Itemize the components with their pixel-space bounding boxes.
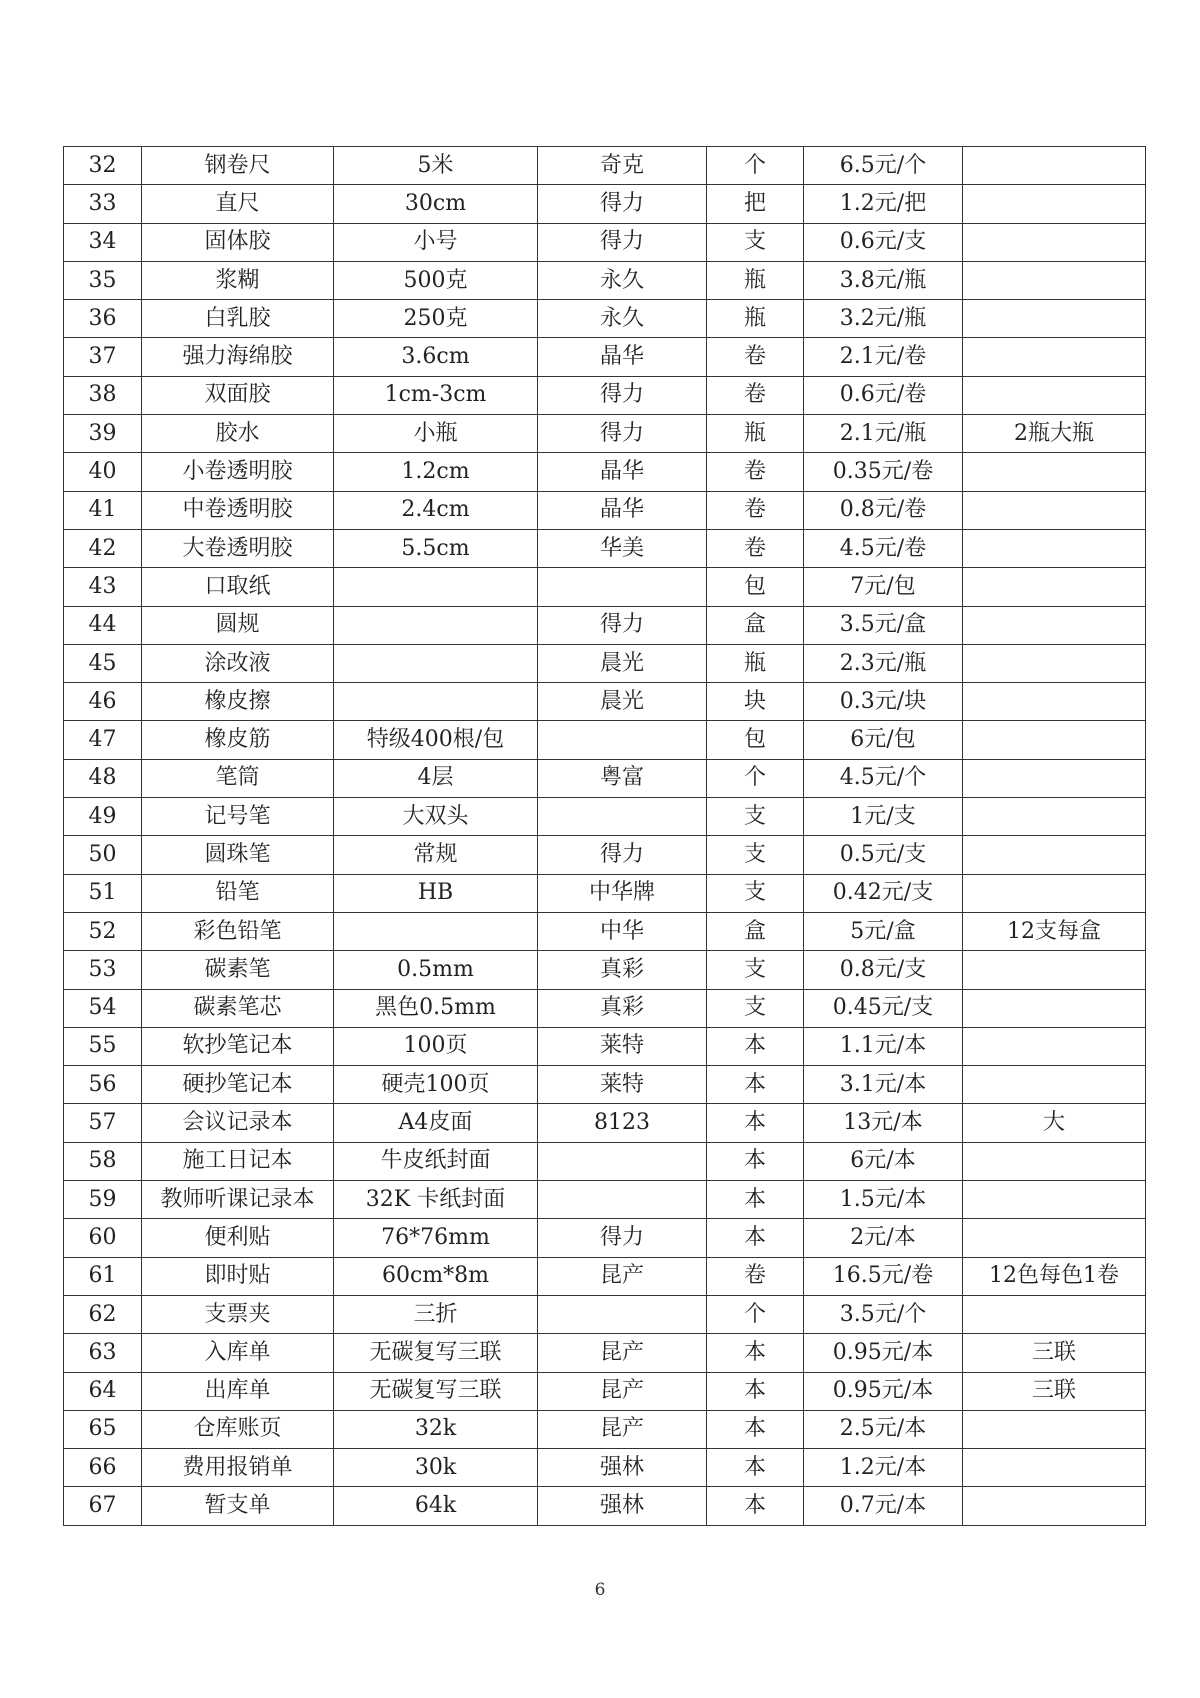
remark-cell	[963, 1066, 1146, 1104]
item-name-cell: 钢卷尺	[142, 147, 334, 185]
item-number-cell: 57	[64, 1104, 142, 1142]
remark-cell	[963, 951, 1146, 989]
remark-cell	[963, 568, 1146, 606]
brand-cell	[538, 1181, 707, 1219]
table-row	[64, 836, 1146, 874]
unit-cell: 本	[707, 1372, 804, 1410]
item-number-cell: 42	[64, 529, 142, 567]
brand-cell: 永久	[538, 261, 707, 299]
brand-cell	[538, 721, 707, 759]
brand-cell: 昆产	[538, 1372, 707, 1410]
spec-cell	[334, 568, 538, 606]
item-name-cell: 支票夹	[142, 1295, 334, 1333]
spec-cell: 0.5mm	[334, 951, 538, 989]
remark-cell	[963, 147, 1146, 185]
item-number-cell: 46	[64, 683, 142, 721]
item-number-cell: 45	[64, 644, 142, 682]
remark-cell	[963, 836, 1146, 874]
unit-price-cell: 0.8元/支	[804, 951, 963, 989]
item-name-cell: 白乳胶	[142, 300, 334, 338]
table-row	[64, 1295, 1146, 1333]
brand-cell: 中华	[538, 912, 707, 950]
unit-price-cell: 3.2元/瓶	[804, 300, 963, 338]
table-body	[64, 147, 1146, 1526]
unit-price-cell: 3.5元/个	[804, 1295, 963, 1333]
unit-price-cell: 2.3元/瓶	[804, 644, 963, 682]
unit-cell: 支	[707, 798, 804, 836]
table-row	[64, 721, 1146, 759]
table-row	[64, 223, 1146, 261]
unit-cell: 支	[707, 223, 804, 261]
table-row	[64, 1257, 1146, 1295]
item-number-cell: 61	[64, 1257, 142, 1295]
unit-cell: 本	[707, 1449, 804, 1487]
item-number-cell: 55	[64, 1027, 142, 1065]
item-name-cell: 会议记录本	[142, 1104, 334, 1142]
item-number-cell: 60	[64, 1219, 142, 1257]
spec-cell	[334, 644, 538, 682]
remark-cell	[963, 1295, 1146, 1333]
item-name-cell: 双面胶	[142, 376, 334, 414]
brand-cell: 晶华	[538, 453, 707, 491]
item-number-cell: 59	[64, 1181, 142, 1219]
table-row	[64, 1066, 1146, 1104]
remark-cell	[963, 376, 1146, 414]
unit-cell: 瓶	[707, 644, 804, 682]
table-row	[64, 912, 1146, 950]
unit-cell: 卷	[707, 491, 804, 529]
remark-cell	[963, 683, 1146, 721]
spec-cell: 2.4cm	[334, 491, 538, 529]
item-name-cell: 固体胶	[142, 223, 334, 261]
item-number-cell: 47	[64, 721, 142, 759]
unit-cell: 本	[707, 1410, 804, 1448]
brand-cell: 粤富	[538, 759, 707, 797]
brand-cell: 昆产	[538, 1334, 707, 1372]
unit-cell: 本	[707, 1104, 804, 1142]
unit-cell: 本	[707, 1142, 804, 1180]
brand-cell: 得力	[538, 606, 707, 644]
remark-cell	[963, 1449, 1146, 1487]
remark-cell	[963, 644, 1146, 682]
table-row	[64, 1449, 1146, 1487]
spec-cell: 64k	[334, 1487, 538, 1525]
unit-cell: 本	[707, 1066, 804, 1104]
remark-cell	[963, 1219, 1146, 1257]
item-number-cell: 38	[64, 376, 142, 414]
spec-cell: 76*76mm	[334, 1219, 538, 1257]
item-name-cell: 碳素笔芯	[142, 989, 334, 1027]
brand-cell: 昆产	[538, 1257, 707, 1295]
brand-cell: 得力	[538, 415, 707, 453]
spec-cell: 500克	[334, 261, 538, 299]
item-name-cell: 小卷透明胶	[142, 453, 334, 491]
remark-cell	[963, 491, 1146, 529]
table-row	[64, 415, 1146, 453]
remark-cell: 12色每色1卷	[963, 1257, 1146, 1295]
unit-price-cell: 13元/本	[804, 1104, 963, 1142]
unit-price-cell: 0.5元/支	[804, 836, 963, 874]
remark-cell	[963, 1487, 1146, 1525]
unit-cell: 瓶	[707, 300, 804, 338]
unit-cell: 个	[707, 1295, 804, 1333]
item-name-cell: 涂改液	[142, 644, 334, 682]
table-row	[64, 1104, 1146, 1142]
brand-cell: 真彩	[538, 989, 707, 1027]
unit-cell: 支	[707, 951, 804, 989]
remark-cell	[963, 721, 1146, 759]
item-number-cell: 62	[64, 1295, 142, 1333]
remark-cell	[963, 261, 1146, 299]
table-row	[64, 1410, 1146, 1448]
item-number-cell: 65	[64, 1410, 142, 1448]
spec-cell: 无碳复写三联	[334, 1372, 538, 1410]
item-number-cell: 48	[64, 759, 142, 797]
unit-price-cell: 1.1元/本	[804, 1027, 963, 1065]
remark-cell	[963, 453, 1146, 491]
item-number-cell: 40	[64, 453, 142, 491]
table-row	[64, 376, 1146, 414]
remark-cell	[963, 1410, 1146, 1448]
spec-cell: 1cm-3cm	[334, 376, 538, 414]
spec-cell: 3.6cm	[334, 338, 538, 376]
spec-cell: A4皮面	[334, 1104, 538, 1142]
spec-cell	[334, 912, 538, 950]
remark-cell	[963, 529, 1146, 567]
item-name-cell: 笔筒	[142, 759, 334, 797]
unit-price-cell: 4.5元/卷	[804, 529, 963, 567]
brand-cell	[538, 1295, 707, 1333]
table-row	[64, 491, 1146, 529]
unit-cell: 本	[707, 1181, 804, 1219]
unit-price-cell: 7元/包	[804, 568, 963, 606]
item-name-cell: 碳素笔	[142, 951, 334, 989]
brand-cell: 晶华	[538, 338, 707, 376]
table-row	[64, 1181, 1146, 1219]
spec-cell: 60cm*8m	[334, 1257, 538, 1295]
spec-cell: 30k	[334, 1449, 538, 1487]
brand-cell: 昆产	[538, 1410, 707, 1448]
item-number-cell: 54	[64, 989, 142, 1027]
brand-cell: 奇克	[538, 147, 707, 185]
item-name-cell: 记号笔	[142, 798, 334, 836]
item-name-cell: 浆糊	[142, 261, 334, 299]
spec-cell: 100页	[334, 1027, 538, 1065]
unit-price-cell: 0.35元/卷	[804, 453, 963, 491]
item-name-cell: 中卷透明胶	[142, 491, 334, 529]
spec-cell: 小瓶	[334, 415, 538, 453]
unit-cell: 卷	[707, 376, 804, 414]
item-number-cell: 52	[64, 912, 142, 950]
unit-cell: 卷	[707, 1257, 804, 1295]
remark-cell	[963, 338, 1146, 376]
unit-cell: 瓶	[707, 261, 804, 299]
unit-cell: 包	[707, 721, 804, 759]
item-number-cell: 37	[64, 338, 142, 376]
item-number-cell: 39	[64, 415, 142, 453]
unit-cell: 本	[707, 1027, 804, 1065]
item-number-cell: 41	[64, 491, 142, 529]
item-number-cell: 58	[64, 1142, 142, 1180]
item-name-cell: 胶水	[142, 415, 334, 453]
unit-price-cell: 6元/本	[804, 1142, 963, 1180]
spec-cell: 5.5cm	[334, 529, 538, 567]
spec-cell: 32k	[334, 1410, 538, 1448]
unit-price-cell: 1.5元/本	[804, 1181, 963, 1219]
item-number-cell: 50	[64, 836, 142, 874]
brand-cell: 强林	[538, 1449, 707, 1487]
brand-cell: 得力	[538, 376, 707, 414]
remark-cell: 12支每盒	[963, 912, 1146, 950]
unit-cell: 本	[707, 1219, 804, 1257]
item-number-cell: 66	[64, 1449, 142, 1487]
unit-price-cell: 0.3元/块	[804, 683, 963, 721]
item-name-cell: 彩色铅笔	[142, 912, 334, 950]
item-number-cell: 36	[64, 300, 142, 338]
unit-price-cell: 0.95元/本	[804, 1372, 963, 1410]
item-number-cell: 56	[64, 1066, 142, 1104]
item-number-cell: 67	[64, 1487, 142, 1525]
brand-cell: 晨光	[538, 683, 707, 721]
item-number-cell: 32	[64, 147, 142, 185]
spec-cell: 250克	[334, 300, 538, 338]
item-name-cell: 即时贴	[142, 1257, 334, 1295]
spec-cell: 小号	[334, 223, 538, 261]
table-row	[64, 453, 1146, 491]
brand-cell: 晶华	[538, 491, 707, 529]
item-number-cell: 43	[64, 568, 142, 606]
brand-cell: 永久	[538, 300, 707, 338]
brand-cell: 晨光	[538, 644, 707, 682]
page-number: 6	[594, 1580, 606, 1600]
table-row	[64, 683, 1146, 721]
unit-cell: 卷	[707, 338, 804, 376]
remark-cell	[963, 1142, 1146, 1180]
remark-cell	[963, 874, 1146, 912]
remark-cell	[963, 606, 1146, 644]
unit-price-cell: 3.1元/本	[804, 1066, 963, 1104]
table-row	[64, 300, 1146, 338]
unit-cell: 本	[707, 1487, 804, 1525]
unit-price-cell: 0.42元/支	[804, 874, 963, 912]
item-name-cell: 硬抄笔记本	[142, 1066, 334, 1104]
spec-cell	[334, 606, 538, 644]
brand-cell: 中华牌	[538, 874, 707, 912]
brand-cell: 8123	[538, 1104, 707, 1142]
remark-cell	[963, 759, 1146, 797]
table-row	[64, 759, 1146, 797]
table-row	[64, 989, 1146, 1027]
remark-cell	[963, 798, 1146, 836]
spec-cell: 无碳复写三联	[334, 1334, 538, 1372]
table-row	[64, 798, 1146, 836]
unit-price-cell: 3.8元/瓶	[804, 261, 963, 299]
item-name-cell: 大卷透明胶	[142, 529, 334, 567]
item-number-cell: 35	[64, 261, 142, 299]
spec-cell: 常规	[334, 836, 538, 874]
unit-price-cell: 6.5元/个	[804, 147, 963, 185]
unit-price-cell: 3.5元/盒	[804, 606, 963, 644]
unit-cell: 包	[707, 568, 804, 606]
unit-price-cell: 2.5元/本	[804, 1410, 963, 1448]
unit-cell: 瓶	[707, 415, 804, 453]
item-number-cell: 49	[64, 798, 142, 836]
table-row	[64, 874, 1146, 912]
unit-price-cell: 1元/支	[804, 798, 963, 836]
item-name-cell: 强力海绵胶	[142, 338, 334, 376]
unit-cell: 盒	[707, 606, 804, 644]
table-row	[64, 606, 1146, 644]
remark-cell	[963, 300, 1146, 338]
table-row	[64, 1372, 1146, 1410]
item-name-cell: 圆珠笔	[142, 836, 334, 874]
remark-cell	[963, 223, 1146, 261]
unit-cell: 把	[707, 185, 804, 223]
unit-cell: 卷	[707, 453, 804, 491]
unit-cell: 本	[707, 1334, 804, 1372]
item-name-cell: 软抄笔记本	[142, 1027, 334, 1065]
spec-cell: 三折	[334, 1295, 538, 1333]
item-name-cell: 口取纸	[142, 568, 334, 606]
item-number-cell: 34	[64, 223, 142, 261]
unit-price-cell: 1.2元/把	[804, 185, 963, 223]
brand-cell: 真彩	[538, 951, 707, 989]
item-number-cell: 63	[64, 1334, 142, 1372]
table-row	[64, 147, 1146, 185]
unit-cell: 支	[707, 874, 804, 912]
unit-cell: 块	[707, 683, 804, 721]
table-row	[64, 568, 1146, 606]
item-number-cell: 51	[64, 874, 142, 912]
spec-cell: 牛皮纸封面	[334, 1142, 538, 1180]
brand-cell: 得力	[538, 836, 707, 874]
spec-cell: 5米	[334, 147, 538, 185]
table-row	[64, 261, 1146, 299]
spec-cell: 32K 卡纸封面	[334, 1181, 538, 1219]
unit-price-cell: 1.2元/本	[804, 1449, 963, 1487]
table-row	[64, 1219, 1146, 1257]
spec-cell: 黑色0.5mm	[334, 989, 538, 1027]
table-row	[64, 1487, 1146, 1525]
table-row	[64, 644, 1146, 682]
stationery-price-table	[63, 146, 1146, 1526]
brand-cell	[538, 568, 707, 606]
unit-cell: 个	[707, 759, 804, 797]
unit-price-cell: 6元/包	[804, 721, 963, 759]
remark-cell	[963, 989, 1146, 1027]
item-name-cell: 橡皮擦	[142, 683, 334, 721]
unit-price-cell: 16.5元/卷	[804, 1257, 963, 1295]
item-name-cell: 费用报销单	[142, 1449, 334, 1487]
unit-cell: 支	[707, 836, 804, 874]
item-name-cell: 直尺	[142, 185, 334, 223]
spec-cell: 4层	[334, 759, 538, 797]
item-name-cell: 入库单	[142, 1334, 334, 1372]
brand-cell: 得力	[538, 185, 707, 223]
unit-cell: 卷	[707, 529, 804, 567]
spec-cell: 30cm	[334, 185, 538, 223]
table-row	[64, 1027, 1146, 1065]
brand-cell	[538, 798, 707, 836]
remark-cell: 大	[963, 1104, 1146, 1142]
item-name-cell: 铅笔	[142, 874, 334, 912]
item-number-cell: 64	[64, 1372, 142, 1410]
unit-price-cell: 5元/盒	[804, 912, 963, 950]
remark-cell: 三联	[963, 1334, 1146, 1372]
spec-cell: 硬壳100页	[334, 1066, 538, 1104]
brand-cell: 莱特	[538, 1027, 707, 1065]
table-row	[64, 338, 1146, 376]
spec-cell	[334, 683, 538, 721]
remark-cell	[963, 1181, 1146, 1219]
item-name-cell: 教师听课记录本	[142, 1181, 334, 1219]
remark-cell: 2瓶大瓶	[963, 415, 1146, 453]
unit-price-cell: 0.7元/本	[804, 1487, 963, 1525]
item-name-cell: 暂支单	[142, 1487, 334, 1525]
table-row	[64, 951, 1146, 989]
table-row	[64, 185, 1146, 223]
item-number-cell: 44	[64, 606, 142, 644]
brand-cell: 莱特	[538, 1066, 707, 1104]
brand-cell	[538, 1142, 707, 1180]
unit-cell: 盒	[707, 912, 804, 950]
remark-cell	[963, 1027, 1146, 1065]
unit-price-cell: 0.6元/卷	[804, 376, 963, 414]
brand-cell: 华美	[538, 529, 707, 567]
unit-cell: 个	[707, 147, 804, 185]
unit-price-cell: 0.45元/支	[804, 989, 963, 1027]
unit-price-cell: 0.95元/本	[804, 1334, 963, 1372]
spec-cell: 大双头	[334, 798, 538, 836]
remark-cell	[963, 185, 1146, 223]
unit-price-cell: 2.1元/瓶	[804, 415, 963, 453]
brand-cell: 强林	[538, 1487, 707, 1525]
table-row	[64, 1142, 1146, 1180]
item-number-cell: 33	[64, 185, 142, 223]
item-name-cell: 仓库账页	[142, 1410, 334, 1448]
item-name-cell: 橡皮筋	[142, 721, 334, 759]
unit-cell: 支	[707, 989, 804, 1027]
table-row	[64, 529, 1146, 567]
unit-price-cell: 4.5元/个	[804, 759, 963, 797]
unit-price-cell: 0.6元/支	[804, 223, 963, 261]
brand-cell: 得力	[538, 1219, 707, 1257]
brand-cell: 得力	[538, 223, 707, 261]
spec-cell: 1.2cm	[334, 453, 538, 491]
unit-price-cell: 2元/本	[804, 1219, 963, 1257]
remark-cell: 三联	[963, 1372, 1146, 1410]
table-row	[64, 1334, 1146, 1372]
spec-cell: 特级400根/包	[334, 721, 538, 759]
item-name-cell: 便利贴	[142, 1219, 334, 1257]
item-name-cell: 施工日记本	[142, 1142, 334, 1180]
item-name-cell: 圆规	[142, 606, 334, 644]
spec-cell: HB	[334, 874, 538, 912]
item-name-cell: 出库单	[142, 1372, 334, 1410]
item-number-cell: 53	[64, 951, 142, 989]
unit-price-cell: 2.1元/卷	[804, 338, 963, 376]
unit-price-cell: 0.8元/卷	[804, 491, 963, 529]
